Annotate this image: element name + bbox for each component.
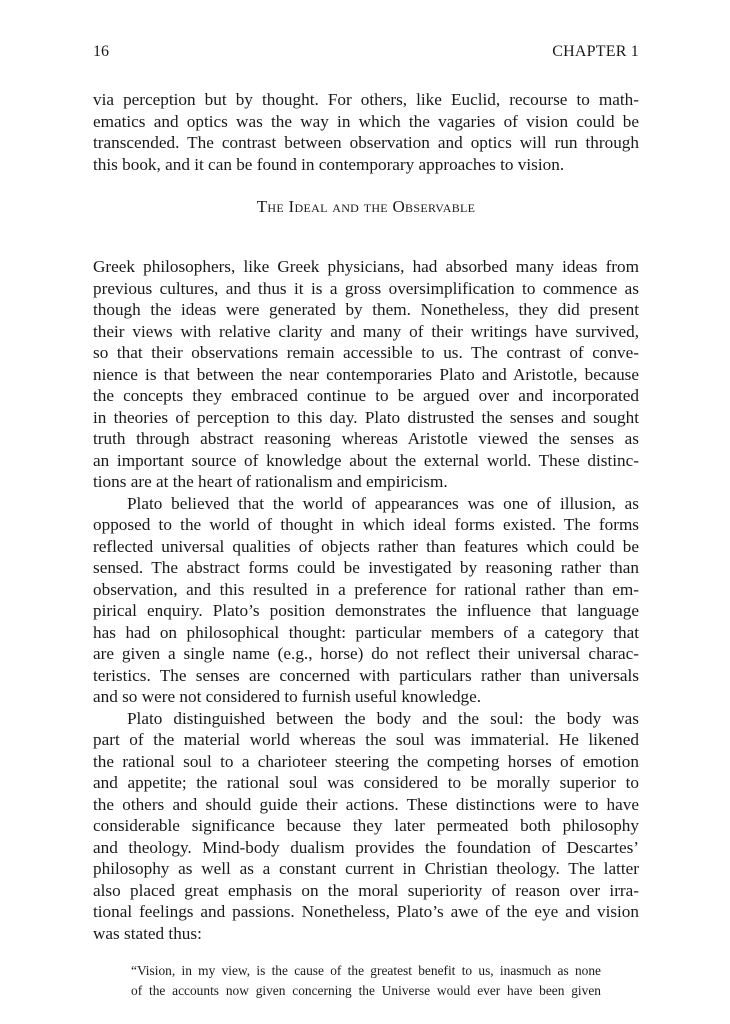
text-line: Greek philosophers, like Greek physicians, had absorbed many ideas from (93, 257, 639, 276)
text-line: ematics and optics was the way in which the vagaries of vision could be (93, 111, 639, 131)
text-line: pirical enquiry. Plato’s position demonstrates the influence that language (93, 601, 639, 620)
text-line: in theories of perception to this day. Plato distrusted the senses and sought (93, 407, 639, 427)
text-line: via perception but by thought. For others, like Euclid, recourse to math- (93, 90, 639, 109)
text-line: has had on philosophical thought: particular members of a category that (93, 622, 639, 642)
text-line: Plato believed that the world of appearances was one of illusion, as (127, 493, 639, 513)
text-line: and so were not considered to furnish useful knowledge. (93, 687, 482, 706)
text-line: though the ideas were generated by them. Nonetheless, they did present (93, 300, 639, 319)
text-line: the others and should guide their actions. These distinctions were to have (93, 794, 639, 814)
text-line: and theology. Mind-body dualism provides the foundation of Descartes’ (93, 837, 639, 857)
text-line: are given a single name (e.g., horse) do not reflect their universal charac- (93, 644, 639, 663)
text-line: Plato distinguished between the body and the soul: the body was (127, 708, 639, 728)
text-line: opposed to the world of thought in which ideal forms existed. The forms (93, 515, 639, 534)
text-line: and appetite; the rational soul was considered to be morally superior to (93, 773, 639, 792)
page-number: 16 (93, 43, 109, 60)
text-line: this book, and it can be found in contemporary approaches to vision. (93, 154, 565, 174)
text-line: tions are at the heart of rationalism and empiricism. (93, 472, 448, 491)
section-heading: The Ideal and the Observable (256, 197, 476, 216)
text-line: an important source of knowledge about the external world. These distinc- (93, 450, 639, 470)
quote-line: “Vision, in my view, is the cause of the greatest benefit to us, inasmuch as none (131, 963, 601, 978)
text-line: observation, and this resulted in a preference for rational rather than em- (93, 579, 639, 599)
text-line: reflected universal qualities of objects rather than features which could be (93, 536, 639, 556)
text-line: also placed great emphasis on the moral superiority of reason over irra- (93, 880, 639, 900)
text-line: the rational soul to a charioteer steering the competing horses of emotion (93, 751, 639, 771)
text-line: teristics. The senses are concerned with particulars rather than universals (93, 665, 639, 685)
chapter-label: CHAPTER 1 (552, 43, 639, 60)
text-line: truth through abstract reasoning whereas Aristotle viewed the senses as (93, 429, 639, 448)
text-line: sensed. The abstract forms could be investigated by reasoning rather than (93, 558, 639, 577)
quote-line: of the accounts now given concerning the Universe would ever have been given (131, 983, 601, 998)
text-line: nience is that between the near contemporaries Plato and Aristotle, because (93, 364, 639, 384)
text-line: considerable significance because they later permeated both philosophy (93, 816, 639, 835)
text-line: tional feelings and passions. Nonetheless, Plato’s awe of the eye and vision (93, 902, 639, 921)
text-line: part of the material world whereas the soul was immaterial. He likened (93, 730, 639, 749)
text-line: their views with relative clarity and many of their writings have survived, (93, 321, 639, 341)
running-header (93, 43, 639, 67)
text-line: was stated thus: (93, 923, 202, 943)
text-line: previous cultures, and thus it is a gross oversimplification to commence as (93, 278, 639, 298)
text-line: so that their observations remain accessible to us. The contrast of conve- (93, 343, 639, 362)
text-line: philosophy as well as a constant current in Christian theology. The latter (93, 859, 639, 878)
text-line: the concepts they embraced continue to be argued over and incorporated (93, 386, 639, 405)
text-line: transcended. The contrast between observation and optics will run through (93, 133, 639, 152)
